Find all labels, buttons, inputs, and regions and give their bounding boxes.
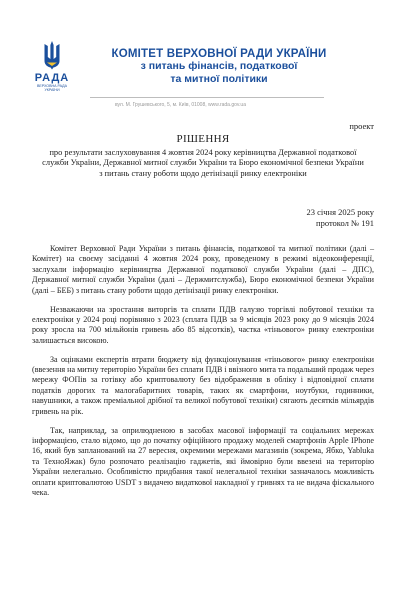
- logo-subtitle-1: ВЕРХОВНА РАДА: [37, 84, 67, 88]
- committee-title-line3: та митної політики: [170, 72, 268, 85]
- body-paragraph-4: Так, наприклад, за оприлюдненою в засобах масової інформації та соціальних мережах інформацією, стало відомо, що до початку офіційного продажу моделей смартфонів Apple IPhone 16, який був запланований на 27 вересня, окремими мережами магазинів (зокрема, Ябко, Yabluka та ТехноЯжак) було розпочато реалізацію гаджетів, які ймовірно були ввезені на територію України нелегально. Особливістю придбання такої нелегальної техніки зазначалось можливість оплати криптовалютою USDT з видачею видаткової накладної у гривнях та не видача фіскального чека.: [32, 425, 374, 498]
- committee-title: [88, 48, 350, 85]
- header-divider: [90, 97, 324, 98]
- committee-title-line1: КОМІТЕТ ВЕРХОВНОЇ РАДИ УКРАЇНИ: [111, 48, 327, 60]
- document-date: 23 січня 2025 року: [306, 207, 374, 217]
- document-date-block: [306, 207, 374, 228]
- document-body: [32, 244, 374, 507]
- body-paragraph-1: Комітет Верховної Ради України з питань фінансів, податкової та митної політики (далі – Комітет) на своєму засіданні 4 жовтня 2024 року, проведеному в режимі відеоконференції, заслухали інформацію керівництва Державної податкової служби України (далі – ДПС), Державної митної служби України (далі – Держмитслужба), Бюро економічної безпеки України (далі – БЕБ) з питань стану роботи щодо детінізації ринку електроніки.: [32, 244, 374, 295]
- body-paragraph-3: За оцінками експертів втрати бюджету від функціонування «тіньового» ринку електроніки (ввезення на митну територію України без сплати ПДВ і ввізного мита та подальший продаж через мережу ФОПів за готівку або криптовалюту без відображення в обліку і відповідної сплати податків дорогих та малогабаритних товарів, таких як смартфони, ноутбуки, годинники, навушники, а також преміальної дрібної та великої побутової техніки) сягають десятків мільярдів гривень на рік.: [32, 354, 374, 416]
- committee-title-line2: з питань фінансів, податкової: [140, 60, 298, 72]
- logo-subtitle-2: УКРАЇНИ: [44, 88, 60, 93]
- draft-label: проект: [349, 121, 374, 131]
- document-subject: про результати заслуховування 4 жовтня 2024 року керівництва Державної податкової служби України, Державної митної служби України та Бюро економічної безпеки України з питань стану роботи щодо детінізації ринку електроніки: [42, 148, 364, 178]
- trident-emblem-icon: [41, 40, 63, 70]
- logo-wordmark: РАДА: [34, 72, 70, 84]
- document-heading: РІШЕННЯ: [176, 133, 230, 145]
- protocol-number: протокол № 191: [316, 217, 374, 228]
- rada-logo: [26, 40, 78, 92]
- body-paragraph-2: Незважаючи на зростання виторгів та сплати ПДВ галузю торгівлі побутової техніки та електроніки у 2024 році порівняно з 2023 (сплата ПДВ за 9 місяців 2023 року до 9 місяців 2024 року зросла на 700 мільйонів гривень або 85 відсотків), частка «тіньового» ринку електроніки залишається високою.: [32, 304, 374, 345]
- committee-address: вул. М. Грушевського, 5, м. Київ, 01008, www.rada.gov.ua: [115, 102, 246, 108]
